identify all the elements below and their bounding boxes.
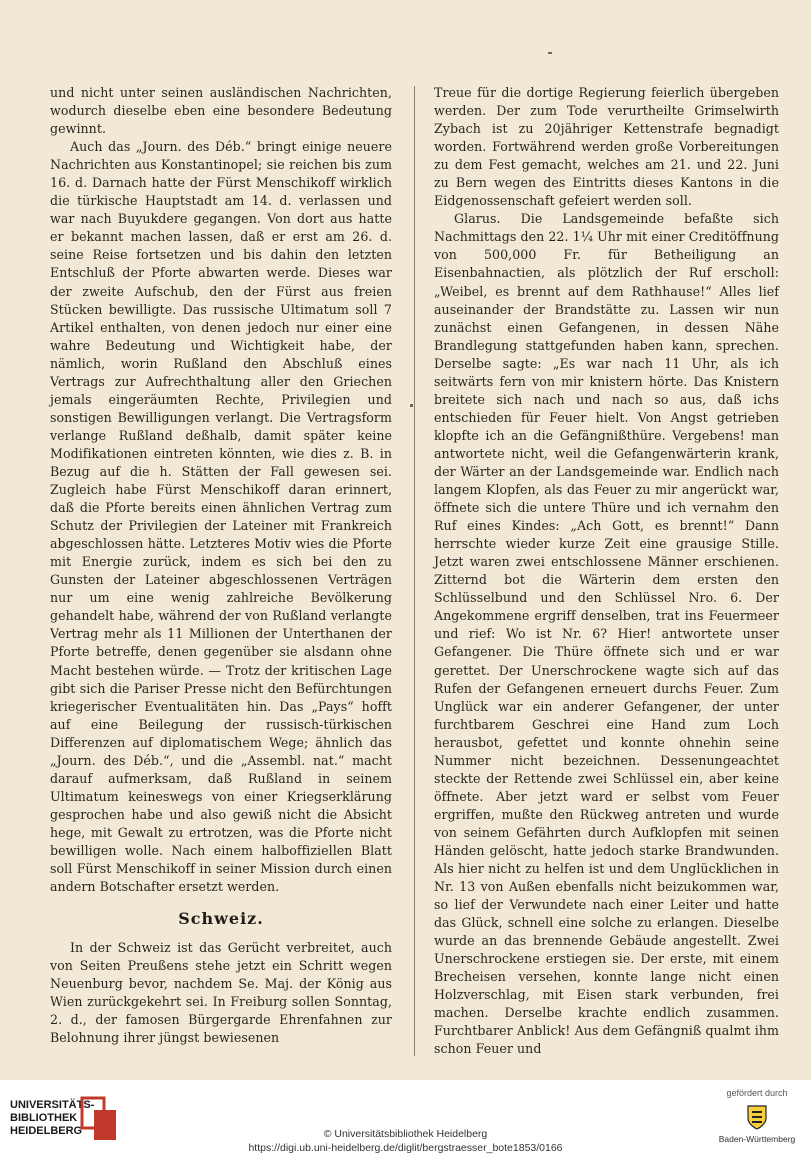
ink-speck [548, 52, 552, 54]
source-url-link[interactable]: https://digi.ub.uni-heidelberg.de/diglit/bergstraesser_bote1853/0166 [248, 1142, 563, 1154]
funder-name: Baden-Württemberg [718, 1134, 796, 1144]
paragraph: Treue für die dortige Regierung feierlich übergeben werden. Der zum Tode verurtheilte Grimselwirth Zybach ist zu 20jähriger Kettenstrafe begnadigt worden. Fortwährend werden große Vorbereitungen zu dem Fest gemacht, welches am 21. und 22. Juni zu Bern wegen des Eintritts dieses Kantons in die Eidgenossenschaft gefeiert werden soll. [434, 85, 779, 209]
library-name-line: HEIDELBERG [10, 1125, 83, 1137]
ink-speck [410, 404, 413, 407]
funding-notice [717, 1088, 797, 1144]
paragraph: und nicht unter seinen ausländischen Nachrichten, wodurch dieselbe eben eine besondere Bedeutung gewinnt. [50, 85, 392, 137]
paragraph: Glarus. Die Landsgemeinde befaßte sich Nachmittags den 22. 1¼ Uhr mit einer Creditöffnung von 500,000 Fr. für Betheiligung an Eisenbahnactien, als plötzlich der Ruf erscholl: „Weibel, es brennt auf dem Rathhause!“ Alles lief auseinander der Brandstätte zu. Lassen wir nun zunächst einen Gefangenen, in dessen Nähe Brandlegung stattgefunden haben kann, sprechen. Derselbe sagte: „Es war nach 11 Uhr, als ich seitwärts fern von mir knistern hörte. Das Knistern breitete sich nach und nach so aus, daß ichs entschieden für Feuer hielt. Von Angst getrieben klopfte ich an die Gefängnißthüre. Vergebens! man antwortete nicht, weil die Gefangenwärterin krank, der Wärter an der Landsgemeinde war. Endlich nach langem Klopfen, als das Feuer zu mir angerückt war, öffnete sich die untere Thüre und ich vernahm den Ruf eines Kindes: „Ach Gott, es brennt!“ Dann herrschte wieder kurze Zeit eine grausige Stille. Jetzt waren zwei entschlossene Männer erschienen. Zitternd bot die Wärterin dem ersten den Schlüsselbund und den Schlüssel Nro. 6. Der Angekommene ergriff denselben, trat ins Feuermeer und rief: Wo ist Nr. 6? Hier! antwortete unser Gefangener. Die Thüre öffnete sich und er war gerettet. Der Unerschrockene wagte sich auf das Rufen der Gefangenen erneuert durchs Feuer. Zum Unglück war ein anderer Gefangener, der unter furchtbarem Geschrei eine Hand zum Loch herausbot, gefettet und konnte ohnehin seine Nummer nicht bezeichnen. Dessenungeachtet steckte der Rettende zwei Schlüssel ein, aber keine öffnete. Aber jetzt ward er selbst vom Feuer ergriffen, mußte den Rückweg antreten und wurde von seinem Gefährten durch Aufklopfen mit seinen Händen gelöscht, hatte jedoch starke Brandwunden. Als hier nicht zu helfen ist und dem Unglücklichen in Nr. 13 von Außen ebenfalls nicht beizukommen war, so lief der Verwundete nach einer Leiter und hatte das Glück, schnell eine solche zu erlangen. Dieselbe wurde an das brennende Gebäude angestellt. Zwei Unerschrockene erstiegen sie. Der erste, mit einem Brecheisen versehen, konnte lange nicht einen Holzverschlag, mit Eisen stark verbunden, frei machen. Derselbe krachte endlich zusammen. Furchtbarer Anblick! Aus dem Gefängniß qualmt ihm schon Feuer und [434, 211, 779, 1057]
library-name-line: UNIVERSITÄTS- [10, 1099, 95, 1111]
funding-label: gefördert durch [726, 1088, 788, 1098]
copyright-notice: © Universitätsbibliothek Heidelberg [323, 1128, 488, 1140]
baden-wuerttemberg-seal-icon [742, 1102, 772, 1132]
section-heading: Schweiz. [178, 909, 264, 929]
column-divider [414, 86, 415, 1056]
right-column [434, 84, 779, 1059]
paragraph: In der Schweiz ist das Gerücht verbreitet, auch von Seiten Preußens stehe jetzt ein Schritt wegen Neuenburg bevor, nachdem Se. Maj. der König aus Wien zurückgekehrt sei. In Freiburg sollen Sonntag, 2. d., der famosen Bürgergarde Ehrenfahnen zur Belohnung ihrer jüngst bewiesenen [50, 940, 392, 1046]
left-column [50, 84, 392, 1047]
paragraph: Auch das „Journ. des Déb.“ bringt einige neuere Nachrichten aus Konstantinopel; sie reichen bis zum 16. d. Darnach hatte der Fürst Menschikoff wirklich die türkische Hauptstadt am 14. d. verlassen und war nach Buyukdere gegangen. Von dort aus hatte er bekannt machen lassen, daß er erst am 26. d. seine Reise fortsetzen und bis dahin den letzten Entschluß der Pforte abwarten werde. Dieses war der zweite Aufschub, den der Fürst aus freien Stücken bewilligte. Das russische Ultimatum soll 7 Artikel enthalten, von denen jedoch nur einer eine wahre Bedeutung und Wichtigkeit habe, der nämlich, worin Rußland den Abschluß eines Vertrags zur Aufrechthaltung aller den Griechen jemals eingeräumten Rechte, Privilegien und sonstigen Bewilligungen verlangt. Die Vertragsform verlange Rußland deßhalb, damit später keine Modifikationen eintreten könnten, wie dies z. B. in Bezug auf die h. Stätten der Fall gewesen sei. Zugleich habe Fürst Menschikoff daran erinnert, daß die Pforte bereits einen ähnlichen Vertrag zum Schutz der Privilegien der Lateiner mit Frankreich abgeschlossen hätte. Letzteres Motiv wies die Pforte mit Energie zurück, indem es sich bei den zu Gunsten der Lateiner abgeschlossenen Verträgen nur um eine wenig zahlreiche Bevölkerung gehandelt habe, während der von Rußland verlangte Vertrag mehr als 11 Millionen der Unterthanen der Pforte betreffe, denen gegenüber sie alsdann ohne Macht bestehen würde. — Trotz der kritischen Lage gibt sich die Pariser Presse nicht den Befürchtungen kriegerischer Eventualitäten hin. Das „Pays“ hofft auf eine Beilegung der russisch-türkischen Differenzen auf diplomatischem Wege; ähnlich das „Journ. des Déb.“, und die „Assembl. nat.“ macht darauf aufmerksam, daß Rußland in seinem Ultimatum keineswegs von einer Kriegserklärung gesprochen habe und also gewiß nicht die Absicht hege, mit Gewalt zu ertrotzen, was die Pforte nicht bewilligen wolle. Nach einem halboffiziellen Blatt soll Fürst Menschikoff in seiner Mission durch einen andern Botschafter ersetzt werden. [50, 139, 392, 895]
library-name-line: BIBLIOTHEK [10, 1112, 78, 1124]
